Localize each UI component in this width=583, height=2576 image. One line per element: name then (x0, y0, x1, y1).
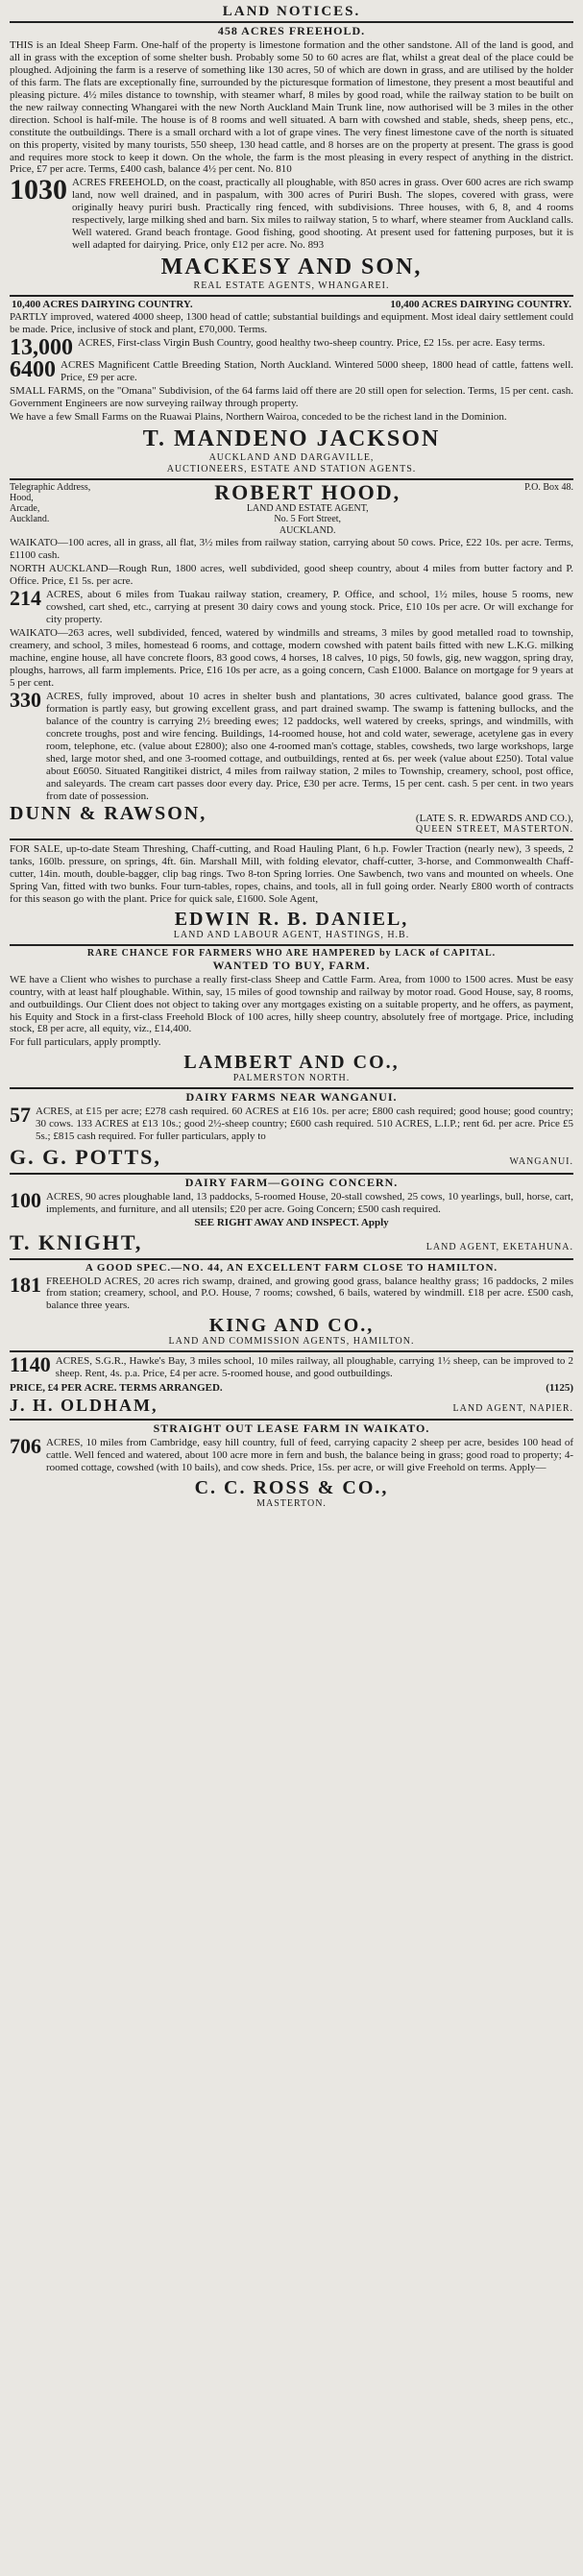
ad-heading (10, 299, 573, 310)
telegraphic-block (10, 482, 90, 524)
price-text: PRICE, £4 PER ACRE. TERMS ARRANGED. (10, 1382, 223, 1395)
agent-subtitle: REAL ESTATE AGENTS, WHANGAREI. (193, 279, 390, 291)
agent-place: LAND AGENT, EKETAHUNA. (425, 1241, 573, 1252)
acreage-number: 57 (10, 1103, 31, 1128)
agent-name: ROBERT HOOD, (214, 479, 401, 504)
listing-entry (10, 1272, 573, 1313)
acreage-number: 6400 (10, 357, 56, 383)
ad-text: PARTLY improved, watered 4000 sheep, 1300 head of cattle; substantial buildings and equipment. Most ideal dairy settlement could be made. Price, inclusive of stock and plant, £70,000. Terms. (10, 310, 573, 335)
ad-text: FOR SALE, up-to-date Steam Threshing, Chaff-cutting, and Road Hauling Plant, 6 h.p. Fowler Traction (nearly new), 3 speeds, 2 tanks, 160lb. pressure, on springs, 4ft. 6in. Marshall Mill, with folding elevator, chaff-cutter, 3-horse, and Commonwealth Chaff-cutter, 14in. mouth, double-bagger, clip bag rings. Two 8-ton Spring lorries. One Sawbench, two vans and mounted on wheels. One Spring Van, fitted with two bunks. Four turn-tables, ropes, chains, and tools, all in full going order. Nearly £800 worth of contracts for this season go with the plant. Price for quick sale, £1600. Sole Agent, (10, 843, 573, 906)
telegraphic-name: Hood, (10, 492, 34, 503)
acreage-number: 330 (10, 687, 41, 712)
ad-mackesy (10, 23, 573, 297)
arcade-label: Arcade, (10, 502, 40, 514)
agent-name: J. H. OLDHAM, (10, 1396, 158, 1416)
agent-late: (LATE S. R. EDWARDS AND CO.), (415, 813, 573, 825)
listing-entry (10, 687, 573, 803)
ad-potts (10, 1089, 573, 1175)
dunn-signoff (10, 803, 573, 824)
ad-daniel (10, 840, 573, 946)
ad-heading: DAIRY FARM—GOING CONCERN. (184, 1176, 399, 1190)
po-box: P.O. Box 48. (524, 481, 573, 493)
agent-subtitle: LAND AND LABOUR AGENT, HASTINGS, H.B. (173, 930, 410, 941)
listing-text: ACRES, First-class Virgin Bush Country, good healthy two-sheep country. Price, £2 15s. per acre. Easy terms. (78, 336, 546, 349)
listing-text: ACRES, 90 acres ploughable land, 13 paddocks, 5-roomed House, 20-stall cowshed, 25 cows, 10 yearlings, bull, horse, cart, implements, and furniture, and all utensils; £20 per acre. Going Concern; £500 cash required. (46, 1190, 573, 1215)
listing-entry (10, 586, 573, 626)
section-header: LAND NOTICES. (10, 2, 573, 23)
ad-text: WAIKATO—100 acres, all in grass, all flat, 3½ miles from railway station, carrying about 50 cows. Price, £22 10s. per acre. Terms, £1100 cash. (10, 537, 573, 562)
ad-text: THIS is an Ideal Sheep Farm. One-half of the property is limestone formation and the other sandstone. All of the land is good, and all in grass with the exception of some shelter bush. Probably some 50 to 60 acres are flat, whilst a great deal of the place could be ploughed. Adjoining the farm is a reserve of something like 130 acres, 50 of which are down in grass, and are utilised by the holder of this farm. The flats are exceptionally fine, surrounded by the picturesque formation of limestone, they present a most beautiful and pleasing picture. 4½ miles distance to township, with steamer wharf, 8 miles by good road, while the railway station to be built on the new railway connecting Whangarei with the new North Auckland Main Trunk line, now authorised will be 3 miles in the other direction. School is half-mile. The house is of 8 rooms and well situated. A barn with cowshed and stable, sheds, sheep pens, etc., constitute the outbuildings. There is a small orchard with a lot of grape vines. The very finest limestone cave of the north is situated on this property, visited by many tourists, 550 sheep, 130 head cattle, and 8 horses are on the property at present. The grass is good and requires more stock to keep it down. On the whole, the farm is the most pleasing in every respect of anything in the district. Price, £7 per acre. Terms, £400 cash, balance 4½ per cent. No. 810 (10, 38, 573, 176)
acreage-number: 214 (10, 586, 41, 610)
listing-entry (10, 1103, 573, 1143)
acreage-number: 13,000 (10, 334, 73, 360)
hood-header (10, 479, 573, 537)
price-line (10, 1382, 573, 1394)
listing-text: ACRES, fully improved, about 10 acres in shelter bush and plantations, 30 acres cultivated, balance good grass. The formation is partly easy, but growing excellent grass, and part drained swamp. The swamp is fattening bullocks, and the balance of the country is carrying 2½ breeding ewes; 12 paddocks, well watered by creeks, springs, and windmills, with concrete troughs, post and wire fencing. Buildings, 14-roomed house, hot and cold water, sewerage, acetylene gas in every room, telephone, etc. (value about £2800); also one 4-roomed man's cottage, stables, cowsheds, two large workshops, large shed, large motor shed, and one 3-roomed cottage, and outbuildings, rented at 6s. per week (value about £250). Total value about £6050. Situated Rangitikei district, 4 miles from railway station, 2 miles to Township, creamery, school, post office, and saleyards. The cream cart passes door every day. Price, £30 per acre. Terms, 15 per cent. cash. 5 per cent. in two years from date of possession. (46, 690, 573, 802)
ad-text: For full particulars, apply promptly. (10, 1036, 161, 1049)
listing-text: ACRES, 10 miles from Cambridge, easy hill country, full of feed, carrying capacity 2 sheep per acre, besides 100 head of cattle. Well fenced and watered, about 100 acre more in fern and bush, the balance being in grass; good road to property; 4-roomed cottage, cowshed (with 10 bails), and cow sheds. Price, 15s. per acre, or will give Freehold on terms. Apply— (46, 1437, 573, 1474)
signoff (10, 1230, 573, 1255)
acreage-number: 706 (10, 1434, 41, 1459)
agent-subtitle: MASTERTON. (256, 1498, 327, 1510)
acreage-number: 100 (10, 1187, 41, 1212)
listing-text: ACRES Magnificent Cattle Breeding Station, North Auckland. Wintered 5000 sheep, 1800 head of cattle, fattens well. Price, £9 per acre. (61, 359, 573, 384)
agent-subtitle: AUCTIONEERS, ESTATE AND STATION AGENTS. (166, 463, 417, 474)
ad-lambert (10, 946, 573, 1089)
ad-heading: STRAIGHT OUT LEASE FARM IN WAIKATO. (153, 1422, 430, 1436)
ad-oldham (10, 1352, 573, 1421)
agent-address: No. 5 Fort Street, (274, 514, 342, 525)
listing-entry (10, 1434, 573, 1474)
agent-title: LAND AND ESTATE AGENT, (246, 502, 369, 514)
listing-text: FREEHOLD ACRES, 20 acres rich swamp, drained, and growing good grass, balance healthy grass; 16 paddocks, 2 miles from station; creamery, school, and P.O. House, 7 rooms; cowshed, 6 bails, watered by windmill. £18 per acre. £500 cash, balance three years. (46, 1275, 573, 1312)
city-left: Auckland. (10, 513, 50, 524)
listing-entry (10, 359, 573, 384)
ad-knight (10, 1175, 573, 1260)
ad-subheading: WANTED TO BUY, FARM. (212, 958, 371, 972)
acreage-number: 1030 (10, 174, 67, 207)
signoff (10, 1145, 573, 1170)
agent-place: AUCKLAND AND DARGAVILLE, (208, 451, 375, 463)
hood-title-block (90, 479, 524, 537)
ad-text: SMALL FARMS, on the "Omana" Subdivision, of the 64 farms laid off there are 20 still open for selection. Terms, 15 per cent. cash. Government Engineers are now surveying railway through property. (10, 385, 573, 410)
ad-text: WE have a Client who wishes to purchase a really first-class Sheep and Cattle Farm. Area, from 1000 to 1500 acres. Must be easy country, with at least half ploughable. Within, say, 15 miles of good township and railway by motor road. Good House, say, 8 rooms, and outbuildings. Our Client does not object to taking over any mortgages existing on a suitable property, and he offers, as payment, his Equity and Stock in a first-class Freehold Block of 100 acres, hilly sheep country, absolutely free of mortgage. Price, including stock, £8 per acre, all equity, viz., £14,400. (10, 973, 573, 1035)
ad-hood-dunn (10, 480, 573, 841)
listing-entry (10, 1352, 573, 1380)
agent-name: EDWIN R. B. DANIEL, (174, 909, 409, 931)
ad-heading: 458 ACRES FREEHOLD. (217, 24, 366, 37)
agent-name: G. G. POTTS, (10, 1145, 161, 1170)
listing-entry (10, 174, 573, 252)
agent-place: LAND AGENT, NAPIER. (452, 1403, 573, 1415)
agent-address: QUEEN STREET, MASTERTON. (415, 824, 573, 836)
ad-jackson (10, 297, 573, 480)
listing-text: ACRES, S.G.R., Hawke's Bay, 3 miles school, 10 miles railway, all ploughable, carrying 1½ sheep, can be improved to 2 sheep. Rent, 4s. p.a. Price, £4 per acre. 5-roomed house, and good outbuildings. (55, 1355, 573, 1380)
listing-entry (10, 334, 573, 360)
agent-subtitle: LAND AND COMMISSION AGENTS, HAMILTON. (168, 1336, 415, 1348)
ad-heading: A GOOD SPEC.—NO. 44, AN EXCELLENT FARM CLOSE TO HAMILTON. (85, 1261, 498, 1274)
agent-name: KING AND CO., (208, 1315, 375, 1337)
heading-right: 10,400 ACRES DAIRYING COUNTRY. (390, 298, 571, 310)
acreage-number: 1140 (10, 1352, 51, 1377)
listing-text: ACRES FREEHOLD, on the coast, practically all ploughable, with 850 acres in grass. Over 600 acres are rich swamp land, now well drained, and in paspalum, with 300 acres of Puriri Bush. The slopes, covered with grass, were originally heavy puriri bush. Practically ring fenced, with subdivisions. Three houses, with 6, 8, and 4 rooms respectively, large milking shed and barn. Six miles to railway station, 5 to wharf, where steamer from Auckland calls. Well watered. Grand beach frontage. Good fishing, good shooting. At present used for fattening purposes, but it is well adapted for dairying. Price, only £12 per acre. No. 893 (72, 177, 573, 252)
signoff (10, 1396, 573, 1416)
ad-heading: RARE CHANCE FOR FARMERS WHO ARE HAMPERED by LACK of CAPITAL. (86, 948, 497, 960)
listing-text: ACRES, about 6 miles from Tuakau railway station, creamery, P. Office, and school, 1½ miles, house 5 rooms, new cowshed, cart shed, etc., carrying at present 30 dairy cows and young stock. Price, £10 10s per acre. Or will exchange for city property. (46, 589, 573, 625)
ad-king (10, 1260, 573, 1353)
acreage-number: 181 (10, 1272, 41, 1297)
ad-text: We have a few Small Farms on the Ruawai Plains, Northern Wairoa, conceded to be the richest land in the Dominion. (10, 411, 507, 424)
agent-name: LAMBERT AND CO., (183, 1052, 400, 1074)
telegraphic-label: Telegraphic Address, (10, 481, 91, 493)
agent-city: AUCKLAND. (279, 524, 336, 536)
listing-text: ACRES, at £15 per acre; £278 cash required. 60 ACRES at £16 10s. per acre; £800 cash required; good house; good country; 30 cows. 133 ACRES at £13 10s.; good 2½-sheep country; £600 cash required. 510 ACRES, L.I.P.; rent 6d. per acre. Price £5 5s.; £815 cash required. For fuller particulars, apply to (36, 1106, 573, 1143)
reference-number: (1125) (546, 1382, 573, 1395)
ad-text: WAIKATO—263 acres, well subdivided, fenced, watered by windmills and streams, 3 miles by good metalled road to township, creamery, and school, 3 miles, homestead 6 rooms, and cottage, modern cowshed with patent bails fitted with new L.K.G. milking machine, engine house, all have concrete floors, 83 good cows, 4 horses, 18 calves, 10 pigs, 50 fowls, gig, new waggon, spring dray, ploughs, harrows, all farm implements. Price, £16 10s per acre, as a going concern, Cash £1000. Balance on mortgage for 9 years at 5 per cent. (10, 626, 573, 689)
apply-line: SEE RIGHT AWAY AND INSPECT. Apply (194, 1216, 389, 1228)
ad-ross (10, 1421, 573, 1513)
agent-name: MACKESY AND SON, (160, 255, 423, 280)
heading-left: 10,400 ACRES DAIRYING COUNTRY. (12, 298, 193, 310)
agent-name: T. KNIGHT, (10, 1229, 143, 1254)
agent-name: DUNN & RAWSON, (10, 803, 207, 825)
agent-name: C. C. ROSS & CO., (194, 1477, 389, 1499)
ad-heading: DAIRY FARMS NEAR WANGANUI. (185, 1090, 398, 1105)
agent-name: T. MANDENO JACKSON (142, 426, 441, 452)
ad-text: NORTH AUCKLAND—Rough Run, 1800 acres, well subdivided, good sheep country, about 4 miles from butter factory and P. Office. Price, £1 5s. per acre. (10, 563, 573, 588)
agent-place: WANGANUI. (509, 1156, 573, 1168)
listing-entry (10, 1187, 573, 1216)
agent-subtitle: PALMERSTON NORTH. (232, 1073, 351, 1084)
